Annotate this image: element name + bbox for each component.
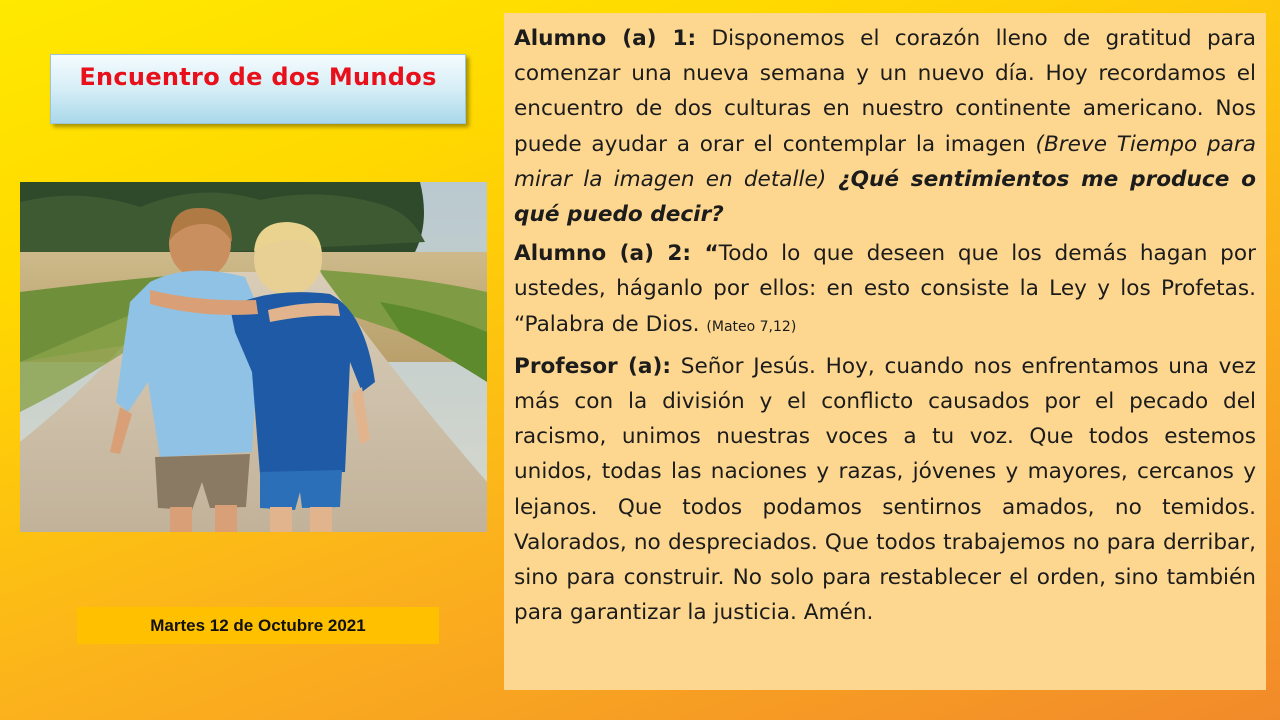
title-banner <box>50 54 466 124</box>
speaker-label: Alumno (a) 1: <box>514 26 697 51</box>
paragraph-text: Disponemos el corazón lleno de gratitud para comenzar una nueva semana y un nuevo día. Hoy recordamos el encuentro de dos culturas en nuestro continente americano. Nos puede ayudar a orar el contemplar la imagen <box>514 26 1257 157</box>
speaker-label: Profesor (a): <box>514 353 672 379</box>
paragraph-text: Todo lo que deseen que los demás hagan por ustedes, háganlo por ellos: en esto consiste la Ley y los Profetas. “Palabra de Dios. <box>514 241 1256 337</box>
paragraph-alumno-1 <box>514 21 1256 232</box>
italic-note: (Breve Tiempo para mirar la imagen en detalle) <box>514 131 1256 192</box>
paragraph-profesor <box>514 349 1256 631</box>
date-label: Martes 12 de Octubre 2021 <box>150 616 366 635</box>
reflection-question: ¿Qué sentimientos me produce o qué puedo decir? <box>514 166 1256 228</box>
prayer-text-panel <box>504 13 1266 690</box>
bible-reference: (Mateo 7,12) <box>706 318 797 335</box>
slide-title: Encuentro de dos Mundos <box>79 63 437 91</box>
date-banner <box>77 607 439 644</box>
two-boys-walking-photo <box>20 182 487 532</box>
paragraph-text: Señor Jesús. Hoy, cuando nos enfrentamos una vez más con la división y el conflicto causados por el pecado del racismo, unimos nuestras voces a tu voz. Que todos estemos unidos, todas las naciones y razas, jóvenes y mayores, cercanos y lejanos. Que todos podamos sentirnos amados, no temidos. Valorados, no despreciados. Que todos trabajemos no para derribar, sino para construir. No solo para restablecer el orden, sino también para garantizar la justicia. Amén. <box>514 353 1256 626</box>
speaker-label: Alumno (a) 2: “ <box>514 241 719 267</box>
paragraph-alumno-2 <box>514 236 1256 345</box>
